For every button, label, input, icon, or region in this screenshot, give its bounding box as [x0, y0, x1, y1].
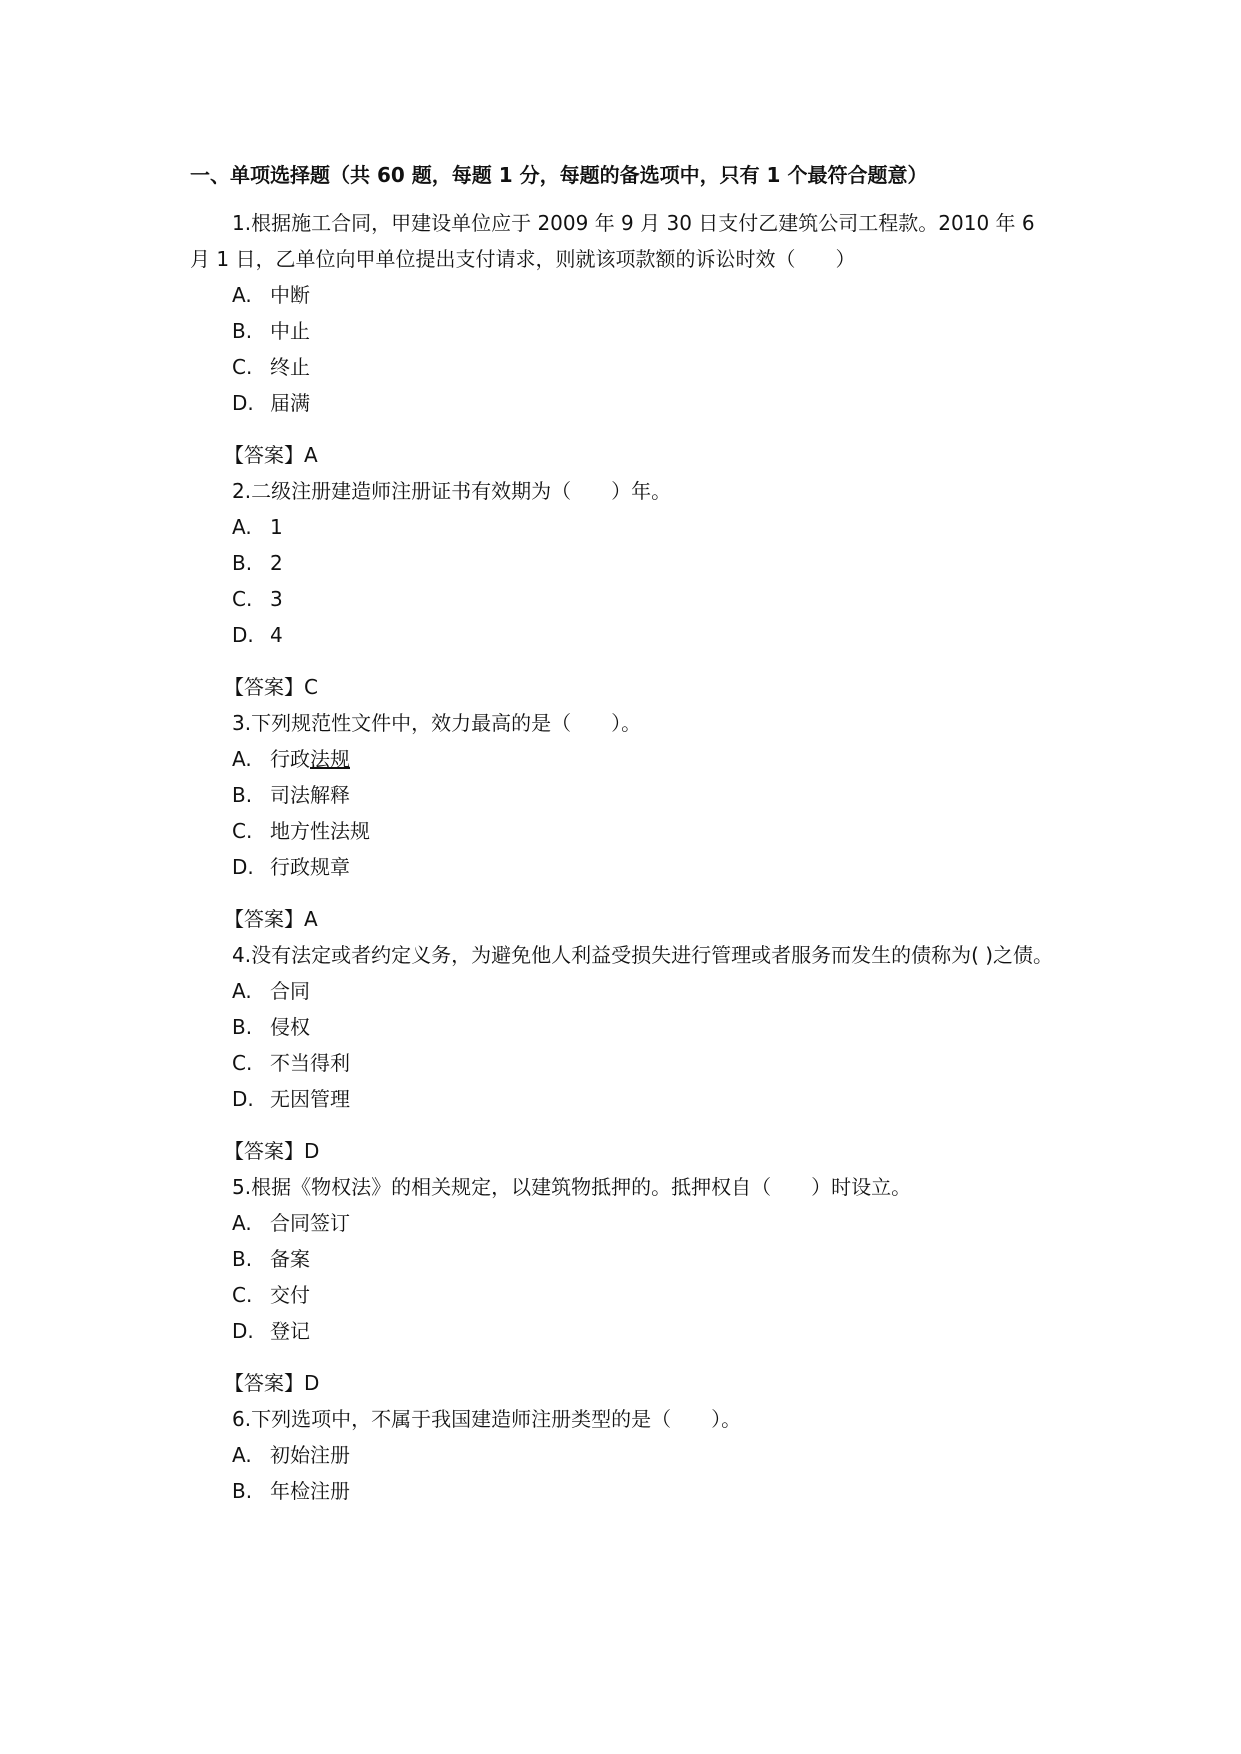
option-letter: A.	[232, 1211, 252, 1235]
option-letter: B.	[232, 319, 253, 343]
option-d	[190, 617, 1060, 653]
option-list	[190, 1205, 1060, 1349]
option-text: 交付	[270, 1283, 310, 1307]
option-letter: C.	[232, 1283, 253, 1307]
option-text: 中止	[270, 319, 310, 343]
option-text: 1	[270, 515, 283, 539]
option-text: 行政规章	[270, 855, 350, 879]
option-text: 2	[270, 551, 283, 575]
option-text: 登记	[270, 1319, 310, 1343]
option-c	[190, 813, 1060, 849]
option-text: 4	[270, 623, 283, 647]
option-text: 侵权	[270, 1015, 310, 1039]
option-b	[190, 1241, 1060, 1277]
option-letter: B.	[232, 1015, 253, 1039]
option-letter: D.	[232, 623, 254, 647]
option-b	[190, 1473, 1060, 1509]
option-letter: B.	[232, 551, 253, 575]
option-letter: A.	[232, 747, 252, 771]
question-1	[190, 205, 1060, 473]
option-text: 届满	[270, 391, 310, 415]
question-stem: 1.根据施工合同，甲建设单位应于 2009 年 9 月 30 日支付乙建筑公司工程款。2010 年 6 月 1 日，乙单位向甲单位提出支付请求，则就该项款额的诉讼时效（ ）	[190, 211, 1035, 271]
option-letter: A.	[232, 979, 252, 1003]
option-d	[190, 1081, 1060, 1117]
question-4	[190, 937, 1060, 1169]
option-letter: D.	[232, 391, 254, 415]
option-text: 司法解释	[270, 783, 350, 807]
option-letter: C.	[232, 1051, 253, 1075]
option-b	[190, 1009, 1060, 1045]
option-a	[190, 973, 1060, 1009]
option-letter: D.	[232, 1087, 254, 1111]
option-list	[190, 1437, 1060, 1509]
section-title: 一、单项选择题（共 60 题，每题 1 分，每题的备选项中，只有 1 个最符合题意）	[190, 163, 928, 187]
question-5	[190, 1169, 1060, 1401]
option-a	[190, 277, 1060, 313]
answer: 【答案】D	[224, 1139, 320, 1163]
answer: 【答案】D	[224, 1371, 320, 1395]
option-c	[190, 349, 1060, 385]
option-b	[190, 313, 1060, 349]
option-a	[190, 1205, 1060, 1241]
option-text: 3	[270, 587, 283, 611]
option-a	[190, 509, 1060, 545]
question-stem: 3.下列规范性文件中，效力最高的是（ ）。	[232, 711, 642, 735]
option-c	[190, 581, 1060, 617]
option-text: 无因管理	[270, 1087, 350, 1111]
option-c	[190, 1277, 1060, 1313]
option-d	[190, 385, 1060, 421]
question-stem: 5.根据《物权法》的相关规定，以建筑物抵押的。抵押权自（ ）时设立。	[232, 1175, 912, 1199]
question-stem: 6.下列选项中，不属于我国建造师注册类型的是（ ）。	[232, 1407, 742, 1431]
option-text: 中断	[270, 283, 310, 307]
answer: 【答案】A	[224, 907, 318, 931]
question-6	[190, 1401, 1060, 1509]
option-letter: B.	[232, 1247, 253, 1271]
option-text: 合同	[270, 979, 310, 1003]
option-b	[190, 777, 1060, 813]
option-list	[190, 741, 1060, 885]
option-c	[190, 1045, 1060, 1081]
option-letter: A.	[232, 515, 252, 539]
option-a	[190, 741, 1060, 777]
option-letter: A.	[232, 1443, 252, 1467]
answer: 【答案】C	[224, 675, 318, 699]
option-text: 终止	[270, 355, 310, 379]
option-letter: B.	[232, 783, 253, 807]
option-text: 年检注册	[270, 1479, 350, 1503]
question-3	[190, 705, 1060, 937]
option-letter: B.	[232, 1479, 253, 1503]
option-list	[190, 509, 1060, 653]
option-d	[190, 849, 1060, 885]
option-text: 初始注册	[270, 1443, 350, 1467]
option-letter: C.	[232, 355, 253, 379]
option-d	[190, 1313, 1060, 1349]
option-letter: C.	[232, 819, 253, 843]
option-text: 不当得利	[270, 1051, 350, 1075]
option-b	[190, 545, 1060, 581]
option-letter: A.	[232, 283, 252, 307]
question-stem: 2.二级注册建造师注册证书有效期为（ ）年。	[232, 479, 672, 503]
option-letter: D.	[232, 1319, 254, 1343]
option-text: 备案	[270, 1247, 310, 1271]
option-letter: D.	[232, 855, 254, 879]
option-letter: C.	[232, 587, 253, 611]
option-a	[190, 1437, 1060, 1473]
option-text: 行政	[270, 747, 310, 771]
option-list	[190, 973, 1060, 1117]
option-text: 地方性法规	[270, 819, 370, 843]
question-stem: 4.没有法定或者约定义务，为避免他人利益受损失进行管理或者服务而发生的债称为( )之债。	[232, 943, 1054, 967]
option-text-underlined: 法规	[310, 747, 350, 771]
answer: 【答案】A	[224, 443, 318, 467]
question-list	[190, 205, 1060, 1509]
option-text: 合同签订	[270, 1211, 350, 1235]
question-2	[190, 473, 1060, 705]
option-list	[190, 277, 1060, 421]
